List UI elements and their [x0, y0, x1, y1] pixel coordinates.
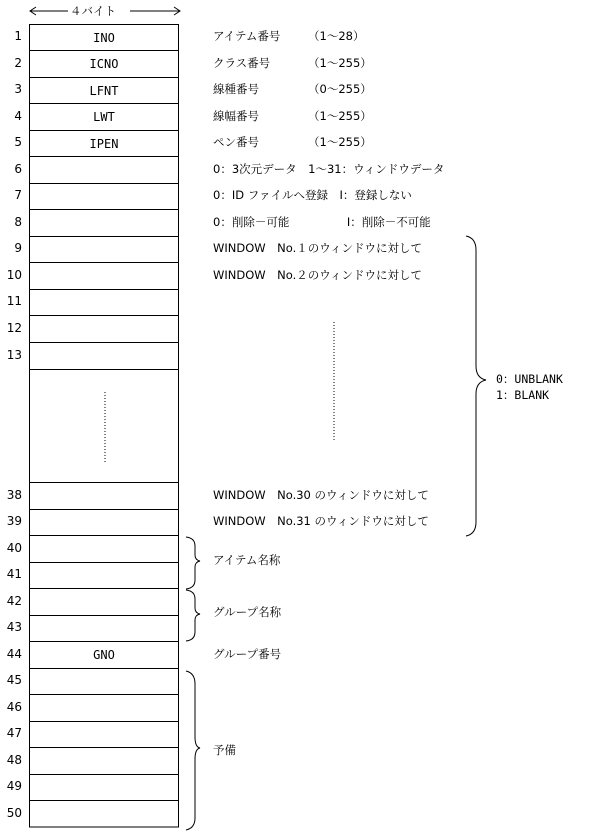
table-row [29, 103, 179, 130]
field-description: クラス番号 [213, 55, 271, 70]
table-row [29, 50, 179, 77]
table-row [29, 342, 179, 369]
row-number: 49 [6, 779, 22, 793]
row-number: 45 [6, 673, 22, 687]
unblank-label: 0：UNBLANK [496, 372, 563, 386]
table-row [29, 130, 179, 156]
row-number: 44 [6, 646, 22, 661]
row-number: 9 [14, 241, 22, 255]
field-range: （1～255） [308, 108, 372, 123]
row-number: 46 [6, 699, 22, 714]
row-number: 4 [14, 108, 22, 123]
table-row [29, 535, 179, 562]
field-description: 線種番号 [213, 82, 259, 96]
row-number: 40 [6, 540, 22, 555]
omitted-rows-gap [29, 369, 179, 482]
reserve-label: 予備 [213, 743, 236, 757]
table-row [29, 77, 179, 103]
table-row [29, 183, 179, 209]
row-number: 41 [6, 567, 22, 581]
field-label: ICNO [89, 57, 119, 71]
row-number: 2 [14, 55, 22, 70]
field-description: 0：ID ファイルへ登録 I：登録しない [213, 188, 412, 202]
table-row [29, 209, 179, 236]
row-number: 10 [6, 267, 22, 282]
field-description: 0：削除－可能 I：削除－不可能 [213, 214, 431, 229]
row-number: 1 [14, 29, 22, 43]
field-label: INO [93, 30, 115, 45]
table-row [29, 562, 179, 588]
table-row [29, 262, 179, 289]
blank-label: 1：BLANK [496, 388, 550, 402]
table-row [29, 641, 179, 668]
group-name-label: グループ名称 [213, 605, 282, 619]
row-number: 8 [14, 214, 22, 229]
table-row [29, 800, 179, 827]
row-number: 50 [6, 805, 22, 820]
row-number: 11 [6, 294, 22, 308]
row-number: 39 [6, 514, 22, 528]
row-number: 38 [6, 487, 22, 502]
field-description: WINDOW No.31 のウィンドウに対して [213, 514, 429, 528]
byte-width-label: ４バイト [70, 4, 116, 18]
field-label: GNO [93, 648, 115, 662]
row-number: 7 [14, 188, 22, 202]
field-range: （0～255） [308, 82, 372, 96]
table-row [29, 588, 179, 615]
row-number: 13 [6, 347, 22, 362]
table-row [29, 747, 179, 774]
table-row [29, 721, 179, 747]
table-row [29, 482, 179, 509]
field-description: アイテム番号 [213, 29, 281, 43]
table-row [29, 289, 179, 315]
row-number: 12 [6, 320, 22, 335]
table-row [29, 509, 179, 535]
table-row [29, 694, 179, 721]
field-range: （1～28） [308, 29, 365, 43]
row-number: 6 [14, 161, 22, 176]
table-row [29, 774, 179, 800]
field-description: 線幅番号 [213, 108, 259, 123]
field-description: WINDOW No.１のウィンドウに対して [213, 241, 423, 255]
table-row [29, 668, 179, 694]
field-description: 0：3次元データ 1～31：ウィンドウデータ [213, 161, 445, 176]
item-name-label: アイテム名称 [213, 553, 281, 567]
table-row [29, 615, 179, 641]
table-row [29, 156, 179, 183]
field-description: ペン番号 [213, 135, 259, 149]
table-row [29, 236, 179, 262]
field-description: グループ番号 [213, 646, 282, 661]
row-number: 42 [6, 593, 22, 608]
table-row [29, 24, 179, 50]
field-label: LFNT [89, 83, 119, 98]
row-number: 47 [6, 726, 22, 740]
row-number: 5 [14, 135, 22, 149]
row-number: 3 [14, 82, 22, 96]
row-number: 43 [6, 620, 22, 634]
table-row [29, 315, 179, 342]
field-label: LWT [93, 110, 115, 124]
field-label: IPEN [89, 136, 119, 151]
row-number: 48 [6, 752, 22, 767]
field-range: （1～255） [308, 55, 372, 70]
field-description: WINDOW No.30 のウィンドウに対して [213, 487, 429, 502]
field-description: WINDOW No.２のウィンドウに対して [213, 267, 423, 282]
field-range: （1～255） [308, 135, 372, 149]
